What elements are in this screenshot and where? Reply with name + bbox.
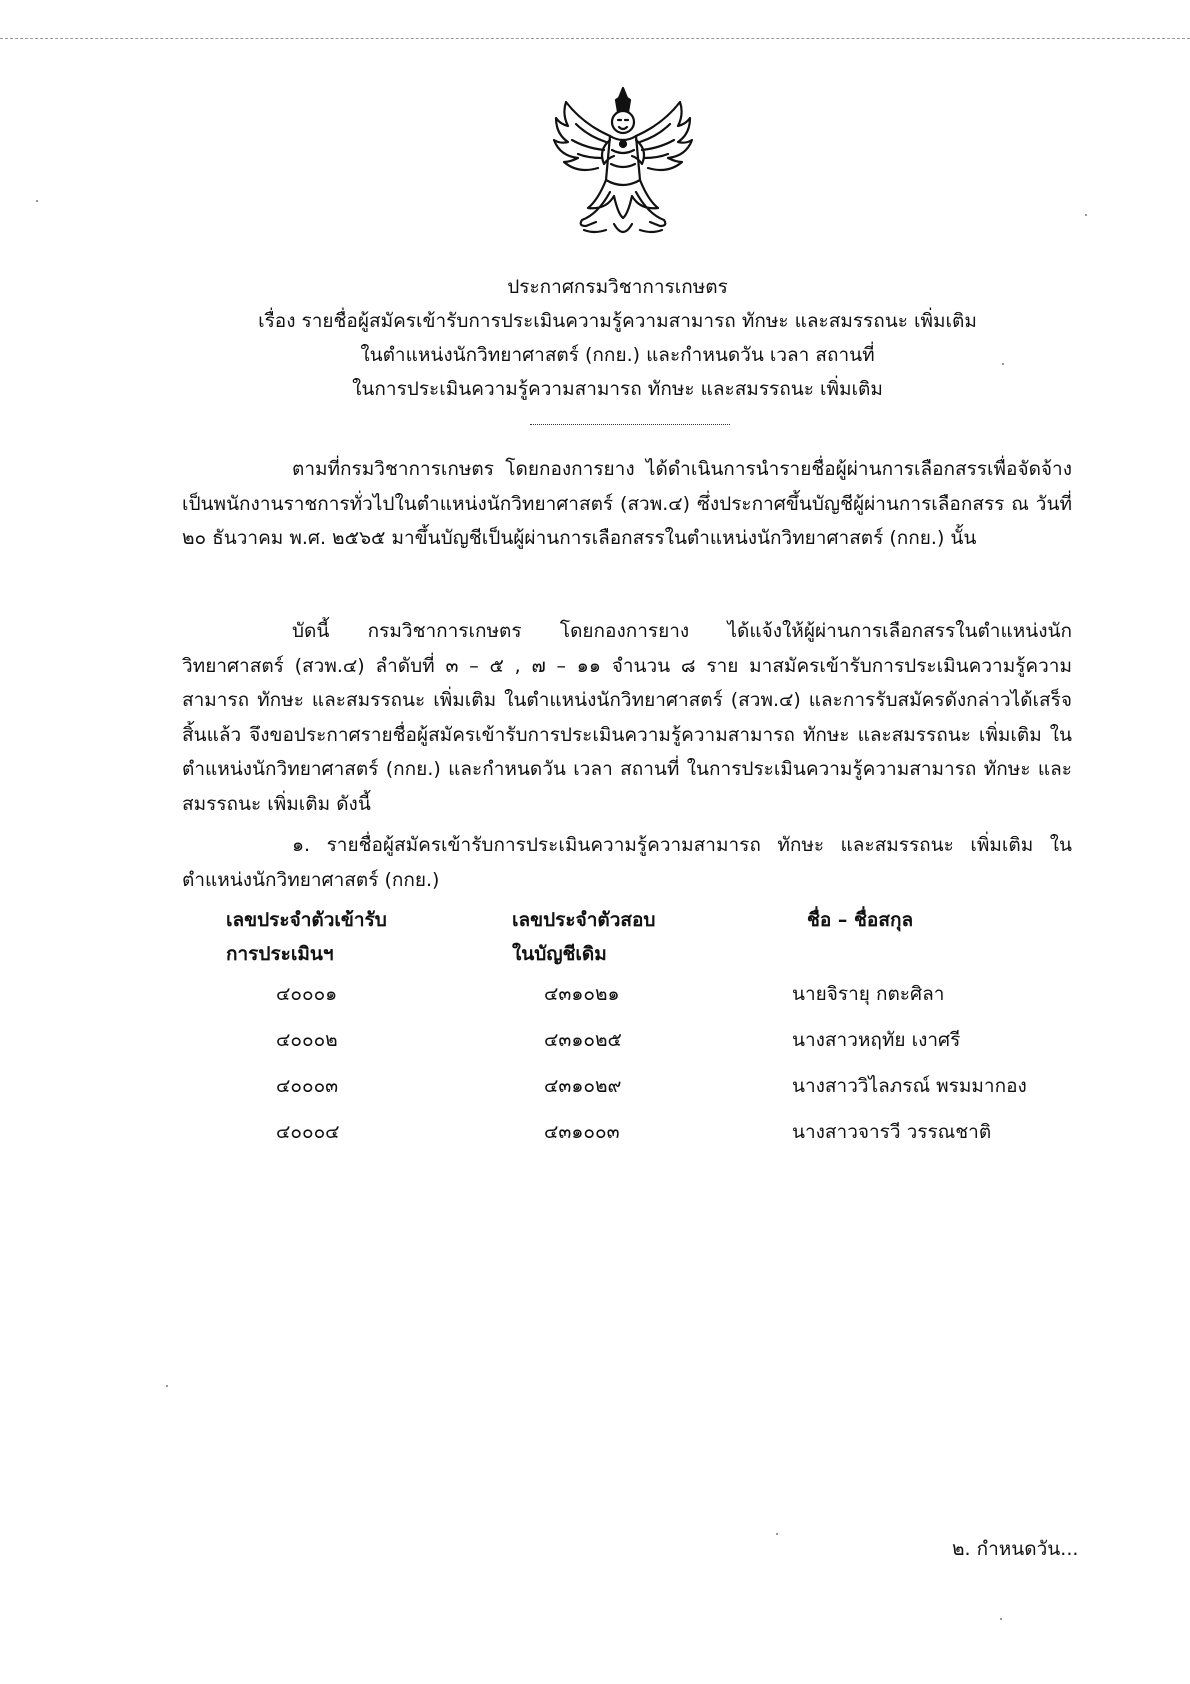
subject-line: ในการประเมินความรู้ความสามารถ ทักษะ และสมรรถนะ เพิ่มเติม xyxy=(352,378,883,400)
header-line: เลขประจำตัวสอบ xyxy=(512,909,656,931)
scan-speck xyxy=(36,200,38,202)
page-continuation: ๒. กำหนดวัน... xyxy=(952,1538,1079,1560)
table-row xyxy=(182,1115,1072,1161)
scan-speck xyxy=(1002,363,1004,365)
exam-id-cell: ๔๓๑๐๒๕ xyxy=(544,1029,622,1051)
exam-id-cell: ๔๓๑๐๒๑ xyxy=(544,983,620,1005)
garuda-emblem-icon xyxy=(548,84,698,244)
applicant-id-cell: ๔๐๐๐๒ xyxy=(276,1029,338,1051)
exam-id-cell: ๔๓๑๐๐๓ xyxy=(544,1121,620,1143)
candidate-table xyxy=(182,903,1072,1161)
header-line: การประเมินฯ xyxy=(226,943,334,965)
header-line: ชื่อ – ชื่อสกุล xyxy=(807,909,914,931)
subject-line: เรื่อง รายชื่อผู้สมัครเข้ารับการประเมินความรู้ความสามารถ ทักษะ และสมรรถนะ เพิ่มเติม xyxy=(258,310,977,332)
name-cell: นางสาววิไลภรณ์ พรมมากอง xyxy=(792,1075,1027,1097)
paragraph-text: ตามที่กรมวิชาการเกษตร โดยกองการยาง ได้ดำเนินการนำรายชื่อผู้ผ่านการเลือกสรรเพื่อจัดจ้างเป็นพนักงานราชการทั่วไปในตำแหน่งนักวิทยาศาสตร์ (สวพ.๔) ซึ่งประกาศขึ้นบัญชีผู้ผ่านการเลือกสรร ณ วันที่ ๒๐ ธันวาคม พ.ศ. ๒๕๖๕ มาขึ้นบัญชีเป็นผู้ผ่านการเลือกสรรในตำแหน่งนักวิทยาศาสตร์ (กกย.) นั้น xyxy=(182,458,1072,549)
announcement-title: ประกาศกรมวิชาการเกษตร xyxy=(507,276,728,298)
column-header-exam-id xyxy=(512,903,742,971)
name-cell: นางสาวหฤทัย เงาศรี xyxy=(792,1029,961,1051)
table-row xyxy=(182,1023,1072,1069)
name-cell: นายจิรายุ กตะศิลา xyxy=(792,983,945,1005)
table-header xyxy=(182,903,1072,977)
name-cell: นางสาวจารวี วรรณชาติ xyxy=(792,1121,992,1143)
header-line: เลขประจำตัวเข้ารับ xyxy=(226,909,387,931)
header-line: ในบัญชีเดิม xyxy=(512,943,607,965)
paragraph-announcement xyxy=(182,614,1072,821)
announcement-header xyxy=(160,270,1075,406)
scan-speck xyxy=(1000,1618,1002,1620)
applicant-id-cell: ๔๐๐๐๑ xyxy=(276,983,338,1005)
item-1-heading xyxy=(182,828,1072,897)
column-header-name xyxy=(807,903,1037,937)
scan-speck xyxy=(776,1533,778,1535)
scan-speck xyxy=(166,1385,168,1387)
scan-edge-line xyxy=(0,38,1190,39)
applicant-id-cell: ๔๐๐๐๓ xyxy=(276,1075,339,1097)
column-header-applicant-id xyxy=(226,903,456,971)
table-row xyxy=(182,977,1072,1023)
paragraph-background xyxy=(182,452,1072,556)
table-row xyxy=(182,1069,1072,1115)
title-separator xyxy=(530,424,730,425)
paragraph-text: บัดนี้ กรมวิชาการเกษตร โดยกองการยาง ได้แจ้งให้ผู้ผ่านการเลือกสรรในตำแหน่งนักวิทยาศาสตร์ (สวพ.๔) ลำดับที่ ๓ – ๕ , ๗ – ๑๑ จำนวน ๘ ราย มาสมัครเข้ารับการประเมินความรู้ความสามารถ ทักษะ และสมรรถนะ เพิ่มเติม ในตำแหน่งนักวิทยาศาสตร์ (สวพ.๔) และการรับสมัครดังกล่าวได้เสร็จสิ้นแล้ว จึงขอประกาศรายชื่อผู้สมัครเข้ารับการประเมินความรู้ความสามารถ ทักษะ และสมรรถนะ เพิ่มเติม ในตำแหน่งนักวิทยาศาสตร์ (กกย.) และกำหนดวัน เวลา สถานที่ ในการประเมินความรู้ความสามารถ ทักษะ และสมรรถนะ เพิ่มเติม ดังนี้ xyxy=(182,620,1072,815)
applicant-id-cell: ๔๐๐๐๔ xyxy=(276,1121,340,1143)
item-text: ๑. รายชื่อผู้สมัครเข้ารับการประเมินความรู้ความสามารถ ทักษะ และสมรรถนะ เพิ่มเติม ในตำแหน่งนักวิทยาศาสตร์ (กกย.) xyxy=(182,834,1072,891)
scan-speck xyxy=(1085,214,1087,216)
subject-line: ในตำแหน่งนักวิทยาศาสตร์ (กกย.) และกำหนดวัน เวลา สถานที่ xyxy=(360,344,875,366)
exam-id-cell: ๔๓๑๐๒๙ xyxy=(544,1075,622,1097)
